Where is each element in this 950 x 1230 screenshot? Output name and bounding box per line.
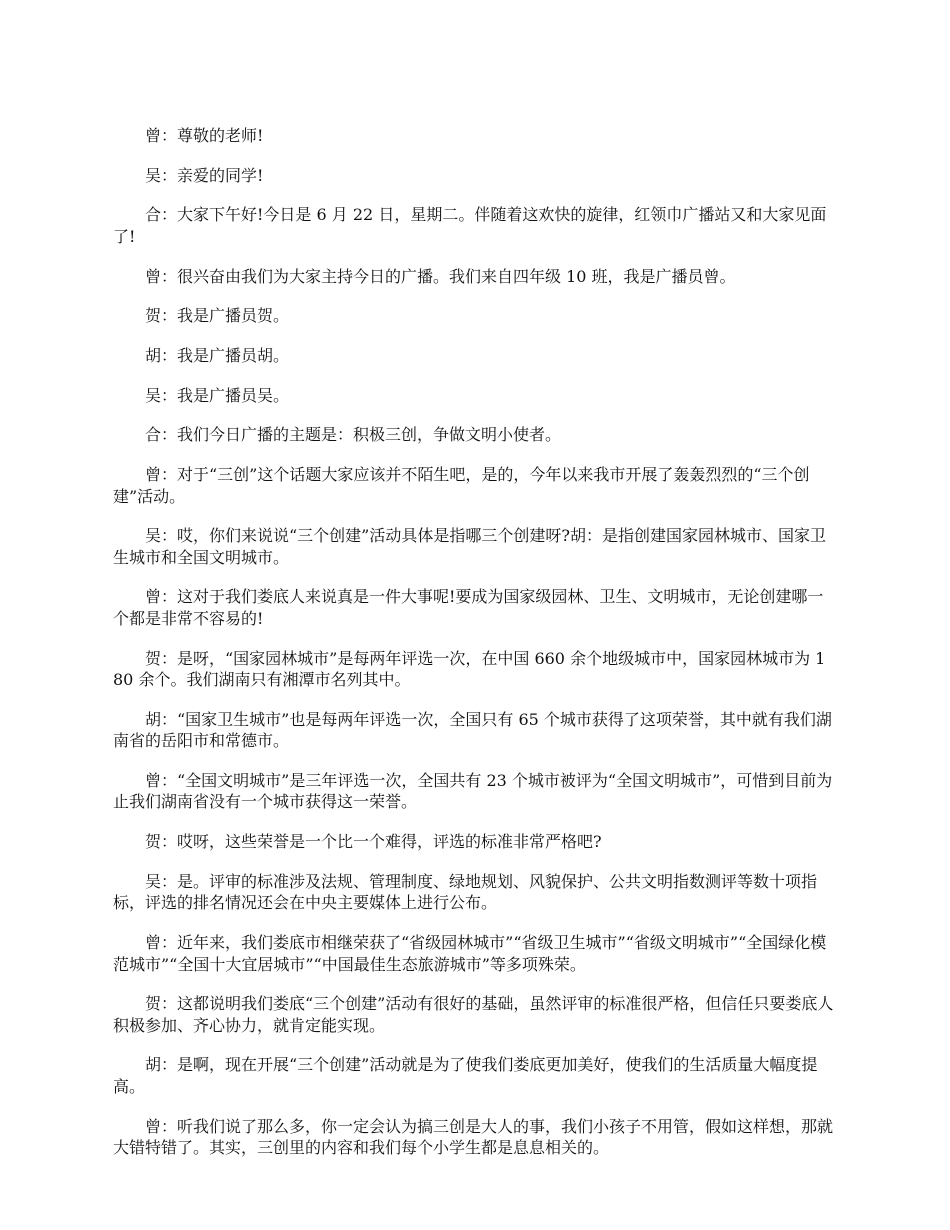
paragraph-9: 曾：对于“三创”这个话题大家应该并不陌生吧，是的，今年以来我市开展了轰轰烈烈的“三个创建”活动。 (113, 465, 810, 506)
paragraph-16: 吴：是。评审的标准涉及法规、管理制度、绿地规划、风貌保护、公共文明指数测评等数十项指标，评选的排名情况还会在中央主要媒体上进行公布。 (113, 871, 818, 913)
paragraph-10: 吴：哎，你们来说说“三个创建”活动具体是指哪三个创建呀?胡：是指创建国家园林城市、国家卫生城市和全国文明城市。 (113, 526, 826, 567)
paragraph-8: 合：我们今日广播的主题是：积极三创，争做文明小使者。 (145, 425, 562, 445)
paragraph-7: 吴：我是广播员吴。 (145, 385, 290, 405)
paragraph-13: 胡：“国家卫生城市”也是每两年评选一次，全国只有 65 个城市获得了这项荣誉，其中就有我们湖南省的岳阳市和常德市。 (113, 709, 832, 751)
paragraph-6: 胡：我是广播员胡。 (145, 345, 290, 365)
paragraph-3: 合：大家下午好!今日是 6 月 22 日，星期二。伴随着这欢快的旋律，红领巾广播站又和大家见面了! (113, 205, 827, 246)
document-body (113, 125, 835, 1177)
paragraph-1: 曾：尊敬的老师! (145, 126, 264, 145)
paragraph-15: 贺：哎呀，这些荣誉是一个比一个难得，评选的标准非常严格吧? (145, 832, 602, 852)
paragraph-11: 曾：这对于我们娄底人来说真是一件大事呢!要成为国家级园林、卫生、文明城市，无论创建哪一个都是非常不容易的! (113, 587, 824, 628)
paragraph-19: 胡：是啊，现在开展“三个创建”活动就是为了使我们娄底更加美好，使我们的生活质量大幅度提高。 (113, 1055, 818, 1096)
paragraph-20: 曾：听我们说了那么多，你一定会认为搞三创是大人的事，我们小孩子不用管，假如这样想，那就大错特错了。其实，三创里的内容和我们每个小学生都是息息相关的。 (113, 1116, 834, 1158)
paragraph-2: 吴：亲爱的同学! (145, 165, 264, 185)
paragraph-14: 曾：“全国文明城市”是三年评选一次，全国共有 23 个城市被评为“全国文明城市”，可惜到目前为止我们湖南省没有一个城市获得这一荣誉。 (113, 770, 833, 812)
paragraph-18: 贺：这都说明我们娄底“三个创建”活动有很好的基础，虽然评审的标准很严格，但信任只要娄底人积极参加、齐心协力，就肯定能实现。 (113, 994, 834, 1035)
paragraph-12: 贺：是呀，“国家园林城市”是每两年评选一次，在中国 660 余个地级城市中，国家园林城市为 180 余个。我们湖南只有湘潭市名列其中。 (113, 648, 826, 690)
paragraph-17: 曾：近年来，我们娄底市相继荣获了“省级园林城市”“省级卫生城市”“省级文明城市”“全国绿化模范城市”“全国十大宜居城市”“中国最佳生态旅游城市”等多项殊荣。 (113, 933, 827, 974)
paragraph-5: 贺：我是广播员贺。 (145, 306, 290, 326)
paragraph-4: 曾：很兴奋由我们为大家主持今日的广播。我们来自四年级 10 班，我是广播员曾。 (145, 266, 736, 286)
